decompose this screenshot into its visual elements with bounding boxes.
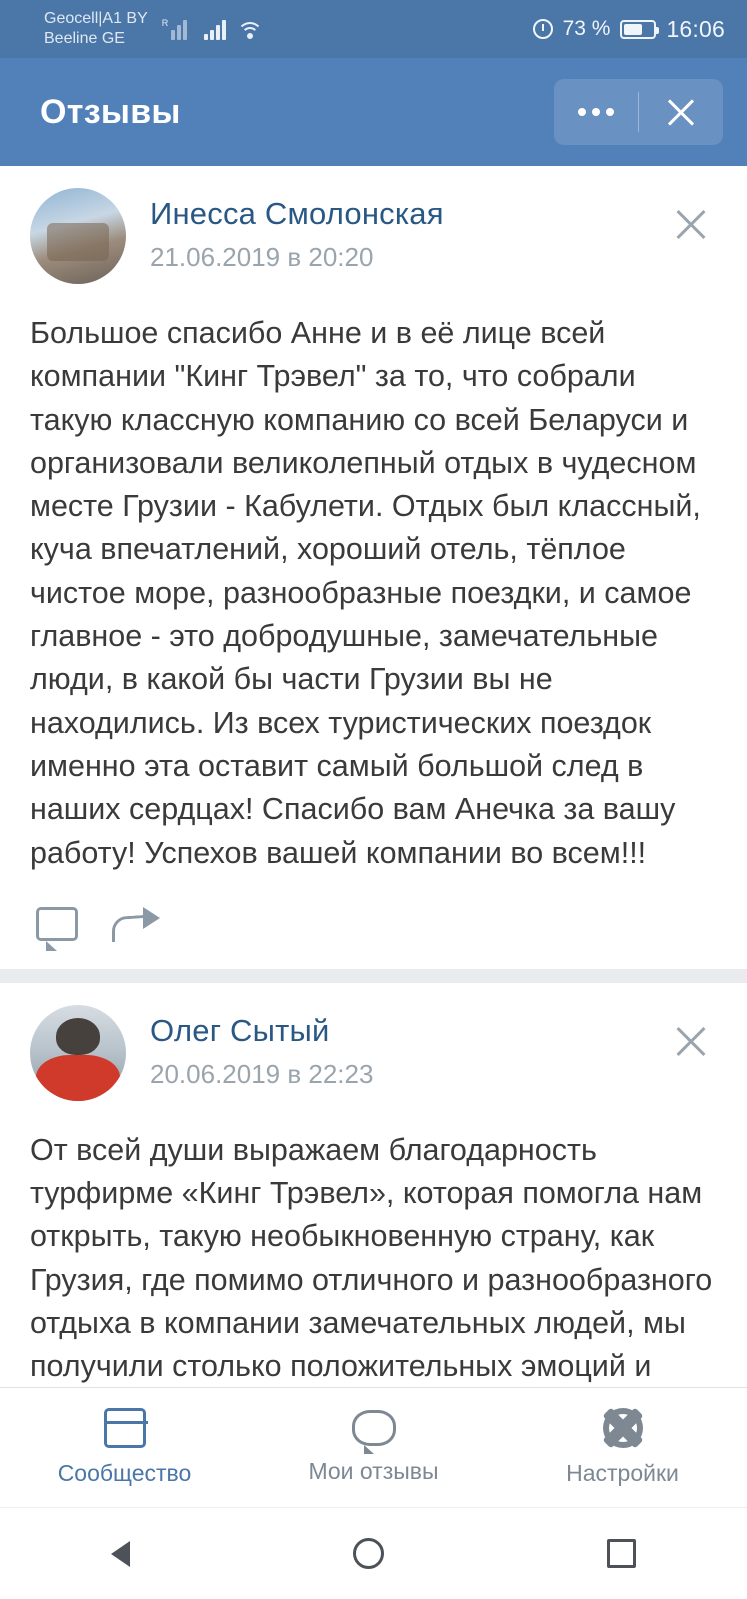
- page-title: Отзывы: [40, 92, 181, 131]
- status-bar-right: [533, 16, 725, 43]
- review-date: 21.06.2019 в 20:20: [150, 242, 374, 272]
- signal-icon: [204, 18, 226, 40]
- system-navigation-bar: [0, 1507, 747, 1599]
- review-text: От всей души выражаем благодарность турфирме «Кинг Трэвел», которая помогла нам открыть, такую необыкновенную страну, как Грузия, где помимо отличного и разнообразного отдыха в компании замечательных людей, мы получили столько положительных эмоций и: [30, 1132, 721, 1384]
- nav-item-settings[interactable]: [498, 1388, 747, 1507]
- nav-item-community[interactable]: [0, 1388, 249, 1507]
- nav-label-my-reviews: Мои отзывы: [308, 1458, 439, 1484]
- more-options-button[interactable]: [554, 79, 638, 145]
- review-header: [30, 1005, 717, 1101]
- signal-icon: [162, 18, 194, 40]
- review-text: Большое спасибо Анне и в её лице всей компании "Кинг Трэвел" за то, что собрали такую классную компанию со всей Беларуси и организовали великолепный отдых в чудесном месте Грузии - Кабулети. Отдых был классный, куча впечатлений, хороший отель, тёплое чистое море, разнообразные поездки, и самое главное - это добродушные, замечательные люди, в какой бы части Грузии вы не находились. Из всех туристических поездок именно эта оставит самый большой след в наших сердцах! Спасибо вам Анечка за вашу работу! Успехов вашей компании во всем!!!: [30, 316, 710, 870]
- review-author[interactable]: Олег Сытый: [150, 1012, 330, 1048]
- alarm-icon: [533, 19, 553, 39]
- comment-icon[interactable]: [36, 907, 78, 941]
- app-bar-actions: [554, 79, 723, 145]
- carrier-line-1: Geocell|A1 BY: [44, 10, 148, 27]
- close-icon: [664, 95, 698, 129]
- nav-label-community: Сообщество: [57, 1460, 192, 1486]
- nav-item-my-reviews[interactable]: [249, 1388, 498, 1507]
- app-bar: [0, 58, 747, 166]
- status-bar-left: [44, 9, 263, 49]
- community-icon: [104, 1408, 146, 1448]
- avatar[interactable]: [30, 188, 126, 284]
- close-icon[interactable]: [669, 202, 713, 246]
- review-header: [30, 188, 717, 284]
- carrier-line-2: Beeline GE: [44, 30, 125, 47]
- review-card: [0, 166, 747, 969]
- roaming-indicator: R: [161, 18, 169, 28]
- bottom-navigation: [0, 1387, 747, 1507]
- battery-icon: [620, 20, 656, 39]
- wifi-icon: [237, 18, 263, 40]
- review-author[interactable]: Инесса Смолонская: [150, 196, 444, 231]
- recents-icon[interactable]: [607, 1539, 636, 1568]
- carrier-labels: [44, 9, 148, 49]
- review-date: 20.06.2019 в 22:23: [150, 1058, 374, 1089]
- reviews-icon: [352, 1410, 396, 1446]
- reviews-feed[interactable]: [0, 166, 747, 1387]
- clock: 16:06: [666, 15, 725, 42]
- home-icon[interactable]: [353, 1538, 384, 1569]
- signal-icons: [162, 18, 264, 40]
- share-icon[interactable]: [112, 905, 160, 943]
- close-icon[interactable]: [669, 1019, 713, 1063]
- nav-label-settings: Настройки: [566, 1460, 679, 1486]
- back-icon[interactable]: [111, 1541, 130, 1567]
- battery-percent: 73 %: [562, 17, 611, 40]
- avatar[interactable]: [30, 1005, 126, 1101]
- status-bar: [0, 0, 747, 58]
- review-meta: [150, 1005, 373, 1090]
- review-meta: [150, 188, 444, 273]
- review-card: [0, 983, 747, 1387]
- close-button[interactable]: [639, 79, 723, 145]
- review-actions: [30, 875, 717, 969]
- more-options-icon: [578, 108, 614, 116]
- settings-icon: [603, 1408, 643, 1448]
